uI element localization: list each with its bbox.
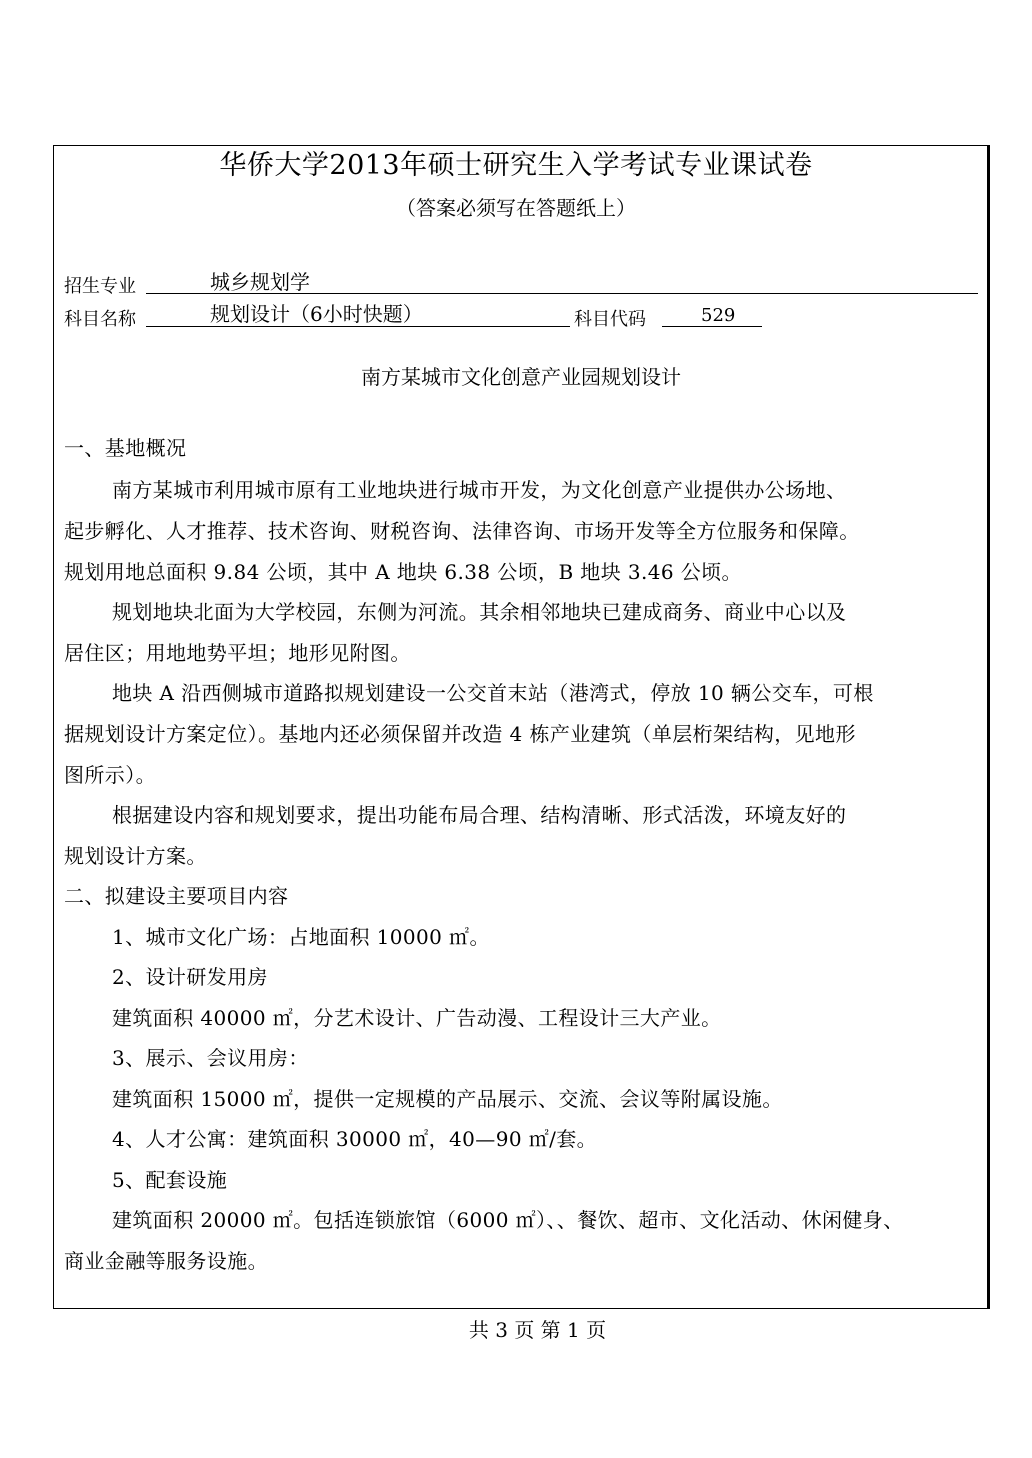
page-subtitle: （答案必须写在答题纸上）	[396, 196, 636, 220]
paragraph-line: 南方某城市利用城市原有工业地块进行城市开发，为文化创意产业提供办公场地、	[112, 478, 847, 502]
exam-question-title: 南方某城市文化创意产业园规划设计	[361, 365, 681, 389]
list-item-detail: 建筑面积 15000 ㎡，提供一定规模的产品展示、交流、会议等附属设施。	[112, 1087, 783, 1111]
subject-label: 科目名称	[64, 309, 136, 330]
paragraph-line: 规划地块北面为大学校园，东侧为河流。其余相邻地块已建成商务、商业中心以及	[112, 600, 847, 624]
list-item-detail: 商业金融等服务设施。	[64, 1249, 268, 1273]
paragraph-line: 图所示）。	[64, 763, 156, 787]
list-item: 2、设计研发用房	[112, 965, 268, 989]
page-number-footer: 共 3 页 第 1 页	[468, 1318, 607, 1342]
subject-value: 规划设计（6小时快题）	[210, 302, 423, 326]
paragraph-line: 居住区；用地地势平坦；地形见附图。	[64, 641, 411, 665]
list-item: 3、展示、会议用房：	[112, 1046, 309, 1070]
code-value: 529	[701, 305, 736, 326]
list-item: 4、人才公寓：建筑面积 30000 ㎡，40—90 ㎡/套。	[112, 1127, 598, 1151]
paragraph-line: 据规划设计方案定位）。基地内还必须保留并改造 4 栋产业建筑（单层桁架结构，见地形	[64, 722, 856, 746]
section-heading-2: 二、拟建设主要项目内容	[64, 884, 289, 908]
paragraph-line: 规划设计方案。	[64, 844, 207, 868]
section-heading-1: 一、基地概况	[64, 436, 187, 460]
paragraph-line: 根据建设内容和规划要求，提出功能布局合理、结构清晰、形式活泼，环境友好的	[112, 803, 847, 827]
page-title: 华侨大学2013年硕士研究生入学考试专业课试卷	[219, 150, 813, 181]
major-underline	[146, 293, 978, 294]
code-label: 科目代码	[574, 309, 646, 330]
code-underline	[662, 326, 762, 327]
paragraph-line: 规划用地总面积 9.84 公顷，其中 A 地块 6.38 公顷，B 地块 3.46 公顷。	[64, 560, 742, 584]
major-value: 城乡规划学	[210, 270, 310, 294]
paragraph-line: 地块 A 沿西侧城市道路拟规划建设一公交首末站（港湾式，停放 10 辆公交车，可根	[112, 681, 874, 705]
list-item-detail: 建筑面积 20000 ㎡。包括连锁旅馆（6000 ㎡）、、餐饮、超市、文化活动、休闲健身、	[112, 1208, 904, 1232]
list-item: 1、城市文化广场：占地面积 10000 ㎡。	[112, 925, 490, 949]
subject-underline	[146, 326, 570, 327]
major-label: 招生专业	[64, 276, 136, 297]
list-item: 5、配套设施	[112, 1168, 228, 1192]
list-item-detail: 建筑面积 40000 ㎡，分艺术设计、广告动漫、工程设计三大产业。	[112, 1006, 722, 1030]
paragraph-line: 起步孵化、人才推荐、技术咨询、财税咨询、法律咨询、市场开发等全方位服务和保障。	[64, 519, 860, 543]
